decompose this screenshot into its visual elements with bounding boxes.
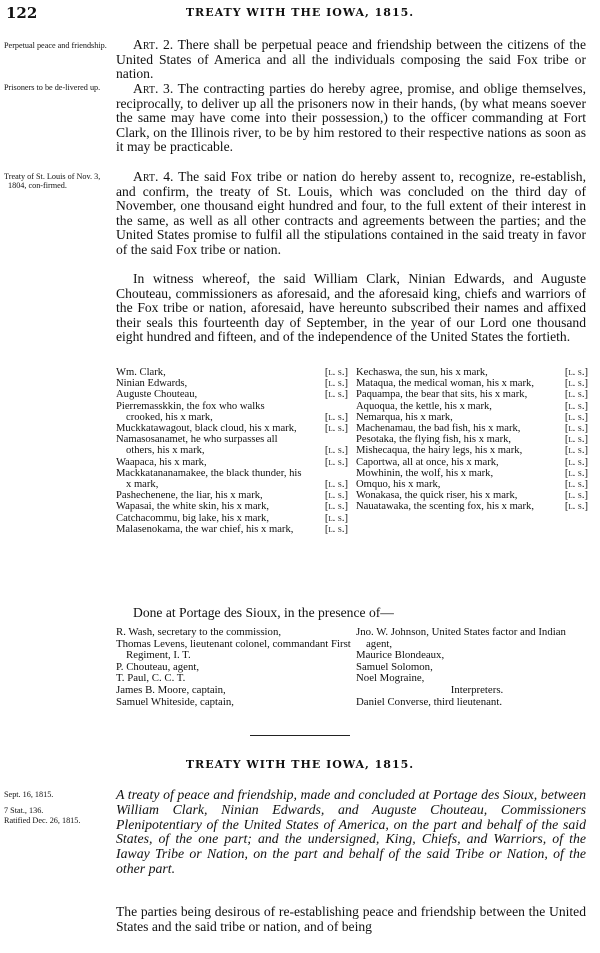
seal-mark: [l. s.] xyxy=(324,523,348,535)
signatory-name: Waapaca, his x mark, xyxy=(116,456,207,468)
signatory-name: Namasosanamet, he who surpasses all others, his x mark, xyxy=(116,434,278,457)
seal-mark: [l. s.] xyxy=(324,490,348,502)
signatory-name: Wm. Clark, xyxy=(116,367,166,378)
seal-mark: [l. s.] xyxy=(324,501,348,513)
signatory-name: Mishecaqua, the hairy legs, his x mark, xyxy=(356,445,523,457)
signatory-row xyxy=(116,434,348,456)
margin-note-date: Sept. 16, 1815. xyxy=(4,790,54,799)
signatory-row xyxy=(116,524,348,535)
seal-mark: [l. s.] xyxy=(324,378,348,390)
signatory-row xyxy=(356,457,588,468)
second-treaty-title: TREATY WITH THE IOWA, 1815. xyxy=(185,758,415,771)
signatory-row xyxy=(116,389,348,400)
witness-line: R. Wash, secretary to the commission, xyxy=(116,626,282,638)
signatory-row xyxy=(356,479,588,490)
signatory-name: Auguste Chouteau, xyxy=(116,389,198,401)
signatory-row xyxy=(356,367,588,378)
signatory-name: Aquoqua, the kettle, his x mark, xyxy=(356,400,492,412)
margin-note-treaty: Treaty of St. Louis of Nov. 3, 1804, con-firmed. xyxy=(4,172,101,190)
witness-clause xyxy=(116,272,586,345)
signatory-row xyxy=(356,378,588,389)
seal-mark: [l. s.] xyxy=(564,400,588,412)
done-at xyxy=(116,606,586,621)
signatory-row xyxy=(356,501,588,512)
signatory-row xyxy=(356,445,588,456)
signatory-row xyxy=(116,367,348,378)
seal-mark: [l. s.] xyxy=(564,456,588,468)
signatories-left xyxy=(116,367,348,535)
seal-mark: [l. s.] xyxy=(324,479,348,491)
signatory-row xyxy=(356,434,588,445)
signatory-row xyxy=(116,401,348,423)
section-divider xyxy=(250,735,350,736)
done-at-text: Done at Portage des Sioux, in the presence of— xyxy=(133,605,394,620)
seal-mark: [l. s.] xyxy=(564,479,588,491)
signatory-name: Machenamau, the bad fish, his x mark, xyxy=(356,423,521,435)
signatory-name: Pierremasskkin, the fox who walks crooked, his x mark, xyxy=(116,400,265,423)
signatory-name: Kechaswa, the sun, his x mark, xyxy=(356,367,488,378)
witnesses-right xyxy=(356,627,588,708)
signatory-name: Ninian Edwards, xyxy=(116,378,188,390)
signatory-name: Catchacommu, big lake, his x mark, xyxy=(116,512,269,524)
seal-mark: [l. s.] xyxy=(564,411,588,423)
signatory-name: Muckkatawagout, black cloud, his x mark, xyxy=(116,423,297,435)
signatories-right xyxy=(356,367,588,513)
seal-mark: [l. s.] xyxy=(564,434,588,446)
article-3-label: Art. 3. xyxy=(133,81,174,96)
page-number: 122 xyxy=(6,4,38,22)
seal-mark: [l. s.] xyxy=(324,389,348,401)
article-4-text: The said Fox tribe or nation do hereby assent to, recognize, re-establish, and confirm, the treaty of St. Louis, which was concluded on the third day of November, one thousand eight hundred and four, to the full extent of their interest in the same, as well as all other contracts and agreements between the parties; and the United States promise to fulfil all the stipulations contained in the said treaty in favor of the said Fox tribe or nation. xyxy=(116,169,586,257)
witness-line: Daniel Converse, third lieutenant. xyxy=(356,695,503,708)
seal-mark: [l. s.] xyxy=(564,467,588,479)
signatory-row xyxy=(116,423,348,434)
second-treaty-body-text: The parties being desirous of re-establishing peace and friendship between the United States and the said tribe or nation, and of being xyxy=(116,904,586,934)
witness-line: Noel Mograine, xyxy=(356,672,425,685)
signatory-name: Paquampa, the bear that sits, his x mark, xyxy=(356,389,528,401)
signatory-name: Wonakasa, the quick riser, his x mark, xyxy=(356,490,518,502)
signatory-name: Nauatawaka, the scenting fox, his x mark, xyxy=(356,501,534,513)
article-4-label: Art. 4. xyxy=(133,169,174,184)
witness-line: P. Chouteau, agent, xyxy=(116,660,200,673)
seal-mark: [l. s.] xyxy=(324,367,348,378)
signatory-name: Malasenokama, the war chief, his x mark, xyxy=(116,523,294,535)
seal-mark: [l. s.] xyxy=(564,389,588,401)
article-2-text: There shall be perpetual peace and friendship between the citizens of the United States of America and all the individuals composing the said Fox tribe or nation. xyxy=(116,37,586,82)
signatory-row xyxy=(116,501,348,512)
seal-mark: [l. s.] xyxy=(324,411,348,423)
signatory-row xyxy=(356,423,588,434)
witness-line: Samuel Whiteside, captain, xyxy=(116,695,234,708)
margin-note-ratified: Ratified Dec. 26, 1815. xyxy=(4,816,81,825)
signatory-name: Mackkatananamakee, the black thunder, his x mark, xyxy=(116,467,302,491)
seal-mark: [l. s.] xyxy=(564,367,588,378)
signatory-name: Caportwa, all at once, his x mark, xyxy=(356,456,499,468)
article-2-label: Art. 2. xyxy=(133,37,174,52)
article-2 xyxy=(116,38,586,82)
witness-clause-text: In witness whereof, the said William Clark, Ninian Edwards, and Auguste Chouteau, commissioners as aforesaid, and the aforesaid king, chiefs and warriors of the Fox tribe or nation, aforesaid, have hereunto subscribed their names and affixed their seals this fourteenth day of September, in the year of our Lord one thousand eight hundred and fifteen, and of the independence of the United States the fortieth. xyxy=(116,271,586,345)
seal-mark: [l. s.] xyxy=(564,501,588,513)
witness-line: T. Paul, C. C. T. xyxy=(116,672,186,685)
second-treaty-body xyxy=(116,905,586,934)
article-3-text: The contracting parties do hereby agree, promise, and oblige themselves, reciprocally, to deliver up all the prisoners now in their hands, (by what means soever the same may have come into their possession,) to the officer commanding at Fort Clark, on the Illinois river, to be by him restored to their respective nations as soon as it may be practicable. xyxy=(116,81,586,155)
signatory-name: Omquo, his x mark, xyxy=(356,479,441,491)
signatory-row xyxy=(356,412,588,423)
signatory-name: Nemarqua, his x mark, xyxy=(356,411,453,423)
running-title: TREATY WITH THE IOWA, 1815. xyxy=(185,6,415,19)
seal-mark: [l. s.] xyxy=(324,423,348,435)
margin-note-peace: Perpetual peace and friendship. xyxy=(4,41,107,50)
signatory-row xyxy=(356,401,588,412)
signatory-name: Pashechenene, the liar, his x mark, xyxy=(116,490,263,502)
signatory-row xyxy=(356,468,588,479)
witness-line: Samuel Solomon, xyxy=(356,660,433,673)
signatory-row xyxy=(116,378,348,389)
signatory-row xyxy=(116,513,348,524)
signatory-row xyxy=(356,490,588,501)
signatory-name: Wapasai, the white skin, his x mark, xyxy=(116,501,270,513)
seal-mark: [l. s.] xyxy=(324,456,348,468)
signatory-row xyxy=(356,389,588,400)
witness-line: Thomas Levens, lieutenant colonel, commandant First Regiment, I. T. xyxy=(116,637,351,662)
seal-mark: [l. s.] xyxy=(564,378,588,390)
article-3 xyxy=(116,82,586,155)
signatory-row xyxy=(116,490,348,501)
seal-mark: [l. s.] xyxy=(564,423,588,435)
seal-mark: [l. s.] xyxy=(564,445,588,457)
margin-note-prisoners: Prisoners to be de-livered up. xyxy=(4,83,101,92)
second-treaty-intro: A treaty of peace and friendship, made and concluded at Portage des Sioux, between William Clark, Ninian Edwards, and Auguste Chouteau, Commissioners Plenipotentiary of the United States of America, on the part and behalf of the said States, of the one part; and the undersigned, King, Chiefs, and Warriors, of the Iaway Tribe or Nation, on the part and behalf of the said Tribe or Nation, of the other part. xyxy=(116,787,586,876)
seal-mark: [l. s.] xyxy=(324,512,348,524)
witness-line: James B. Moore, captain, xyxy=(116,683,226,696)
signatory-name: Mowhinin, the wolf, his x mark, xyxy=(356,467,494,479)
witness-line: Interpreters. xyxy=(450,683,504,696)
witness-line: Maurice Blondeaux, xyxy=(356,649,445,662)
witness-line: Jno. W. Johnson, United States factor and Indian agent, xyxy=(356,626,566,650)
signatory-row xyxy=(116,457,348,468)
seal-mark: [l. s.] xyxy=(324,445,348,457)
signatory-name: Mataqua, the medical woman, his x mark, xyxy=(356,378,534,390)
signatory-row xyxy=(116,468,348,490)
witnesses-left xyxy=(116,627,352,708)
article-4 xyxy=(116,170,586,258)
seal-mark: [l. s.] xyxy=(564,490,588,502)
signatory-name: Pesotaka, the flying fish, his x mark, xyxy=(356,434,512,446)
margin-note-stat: 7 Stat., 136. xyxy=(4,806,44,815)
